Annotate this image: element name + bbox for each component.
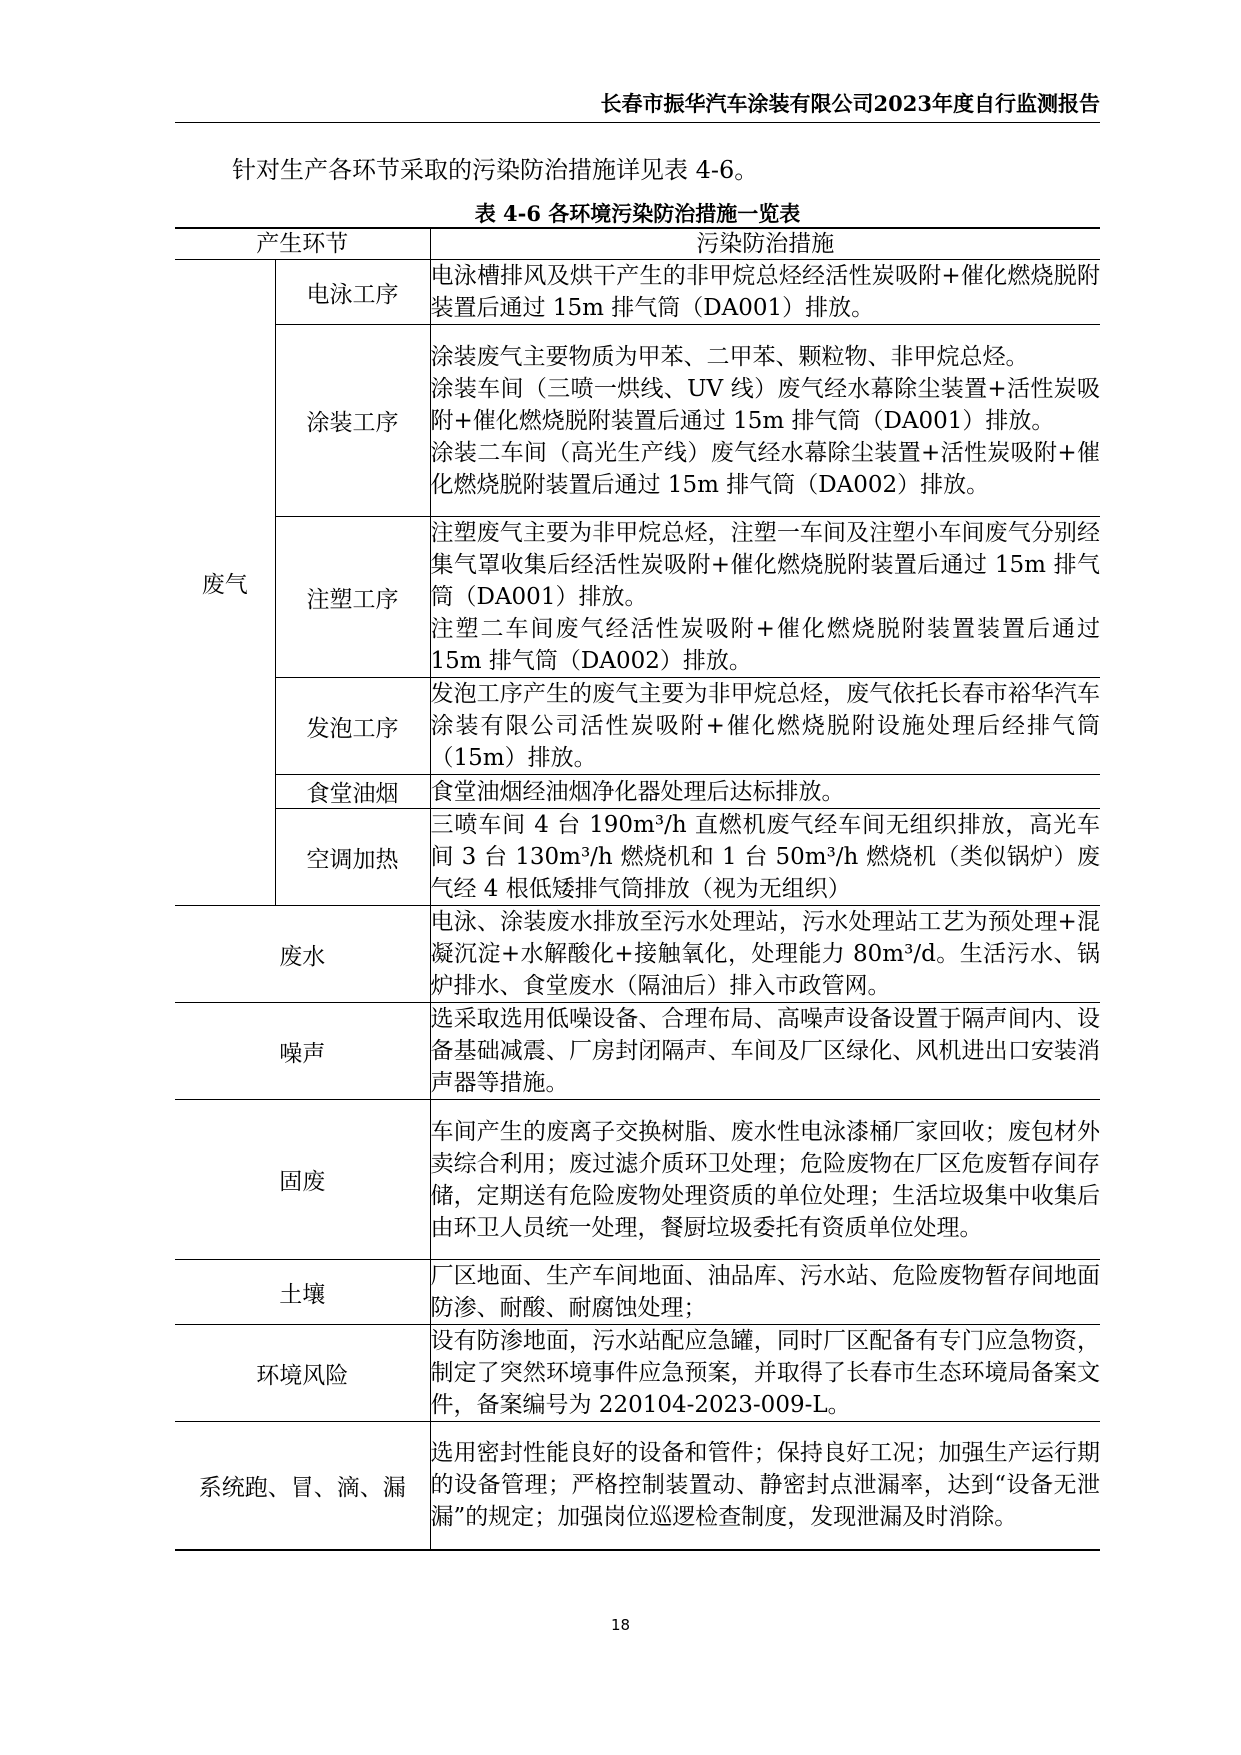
measure-cell (430, 325, 1100, 517)
measure-cell: 选用密封性能良好的设备和管件；保持良好工况；加强生产运行期的设备管理；严格控制装置动、静密封点泄漏率，达到“设备无泄漏”的规定；加强岗位巡逻检查制度，发现泄漏及时消除。 (430, 1422, 1100, 1550)
measure-line: 发泡工序产生的废气主要为非甲烷总烃，废气依托长春市裕华汽车涂装有限公司活性炭吸附+催化燃烧脱附设施处理后经排气筒（15m）排放。 (430, 681, 1100, 771)
pollution-measures-table (175, 227, 1100, 1551)
table-row (175, 260, 1100, 325)
table-header-row (175, 228, 1100, 260)
sub-stage-label: 发泡工序 (275, 678, 430, 775)
measure-cell: 电泳、涂装废水排放至污水处理站，污水处理站工艺为预处理+混凝沉淀+水解酸化+接触氧化，处理能力 80m³/d。生活污水、锅炉排水、食堂废水（隔油后）排入市政管网。 (430, 906, 1100, 1003)
measure-line: 电泳槽排风及烘干产生的非甲烷总烃经活性炭吸附+催化燃烧脱附装置后通过 15m 排气筒（DA001）排放。 (430, 263, 1100, 321)
table-row (175, 325, 1100, 517)
table-row (175, 1422, 1100, 1550)
category-label: 环境风险 (175, 1325, 430, 1422)
measure-cell (430, 517, 1100, 678)
measure-line: 涂装废气主要物质为甲苯、二甲苯、颗粒物、非甲烷总烃。 (430, 343, 1029, 370)
table-row (175, 809, 1100, 906)
table-row (175, 906, 1100, 1003)
measure-cell (430, 809, 1100, 906)
sub-stage-label: 电泳工序 (275, 260, 430, 325)
col-header-measure: 污染防治措施 (430, 228, 1100, 260)
category-label: 噪声 (175, 1003, 430, 1100)
waste-gas-label: 废气 (175, 260, 275, 906)
table-row (175, 1260, 1100, 1325)
report-header: 长春市振华汽车涂装有限公司2023年度自行监测报告 (600, 91, 1100, 116)
measure-cell (430, 260, 1100, 325)
category-label: 废水 (175, 906, 430, 1003)
measure-line: 三喷车间 4 台 190m³/h 直燃机废气经车间无组织排放，高光车间 3 台 130m³/h 燃烧机和 1 台 50m³/h 燃烧机（类似锅炉）废气经 4 根低矮排气筒排放（视为无组织） (430, 812, 1100, 902)
category-label: 系统跑、冒、滴、漏 (175, 1422, 430, 1550)
measure-line: 食堂油烟经油烟净化器处理后达标排放。 (430, 778, 845, 805)
sub-stage-label: 注塑工序 (275, 517, 430, 678)
table-caption: 表 4-6 各环境污染防治措施一览表 (474, 201, 801, 226)
table-row (175, 678, 1100, 775)
measure-cell (430, 775, 1100, 809)
measure-cell: 车间产生的废离子交换树脂、废水性电泳漆桶厂家回收；废包材外卖综合利用；废过滤介质环卫处理；危险废物在厂区危废暂存间存储，定期送有危险废物处理资质的单位处理；生活垃圾集中收集后由环卫人员统一处理，餐厨垃圾委托有资质单位处理。 (430, 1100, 1100, 1260)
sub-stage-label: 涂装工序 (275, 325, 430, 517)
measure-cell: 设有防渗地面，污水站配应急罐，同时厂区配备有专门应急物资，制定了突然环境事件应急预案，并取得了长春市生态环境局备案文件，备案编号为 220104-2023-009-L。 (430, 1325, 1100, 1422)
measure-line: 注塑废气主要为非甲烷总烃，注塑一车间及注塑小车间废气分别经集气罩收集后经活性炭吸附+催化燃烧脱附装置后通过 15m 排气筒（DA001）排放。 (430, 520, 1100, 610)
header-rule (175, 122, 1100, 123)
measure-cell: 选采取选用低噪设备、合理布局、高噪声设备设置于隔声间内、设备基础减震、厂房封闭隔声、车间及厂区绿化、风机进出口安装消声器等措施。 (430, 1003, 1100, 1100)
col-header-stage: 产生环节 (175, 228, 430, 260)
table-row (175, 1100, 1100, 1260)
sub-stage-label: 空调加热 (275, 809, 430, 906)
table-row (175, 1003, 1100, 1100)
measure-line: 涂装车间（三喷一烘线、UV 线）废气经水幕除尘装置+活性炭吸附+催化燃烧脱附装置后通过 15m 排气筒（DA001）排放。 (430, 375, 1100, 434)
table-row (175, 517, 1100, 678)
category-label: 固废 (175, 1100, 430, 1260)
measure-cell: 厂区地面、生产车间地面、油品库、污水站、危险废物暂存间地面防渗、耐酸、耐腐蚀处理； (430, 1260, 1100, 1325)
measure-cell (430, 678, 1100, 775)
measure-line: 注塑二车间废气经活性炭吸附+催化燃烧脱附装置装置后通过 15m 排气筒（DA002）排放。 (430, 616, 1100, 674)
measure-line: 涂装二车间（高光生产线）废气经水幕除尘装置+活性炭吸附+催化燃烧脱附装置后通过 15m 排气筒（DA002）排放。 (430, 439, 1100, 498)
category-label: 土壤 (175, 1260, 430, 1325)
page-number: 18 (610, 1616, 631, 1634)
intro-paragraph: 针对生产各环节采取的污染防治措施详见表 4-6。 (232, 156, 759, 184)
sub-stage-label: 食堂油烟 (275, 775, 430, 809)
table-row (175, 1325, 1100, 1422)
table-row (175, 775, 1100, 809)
